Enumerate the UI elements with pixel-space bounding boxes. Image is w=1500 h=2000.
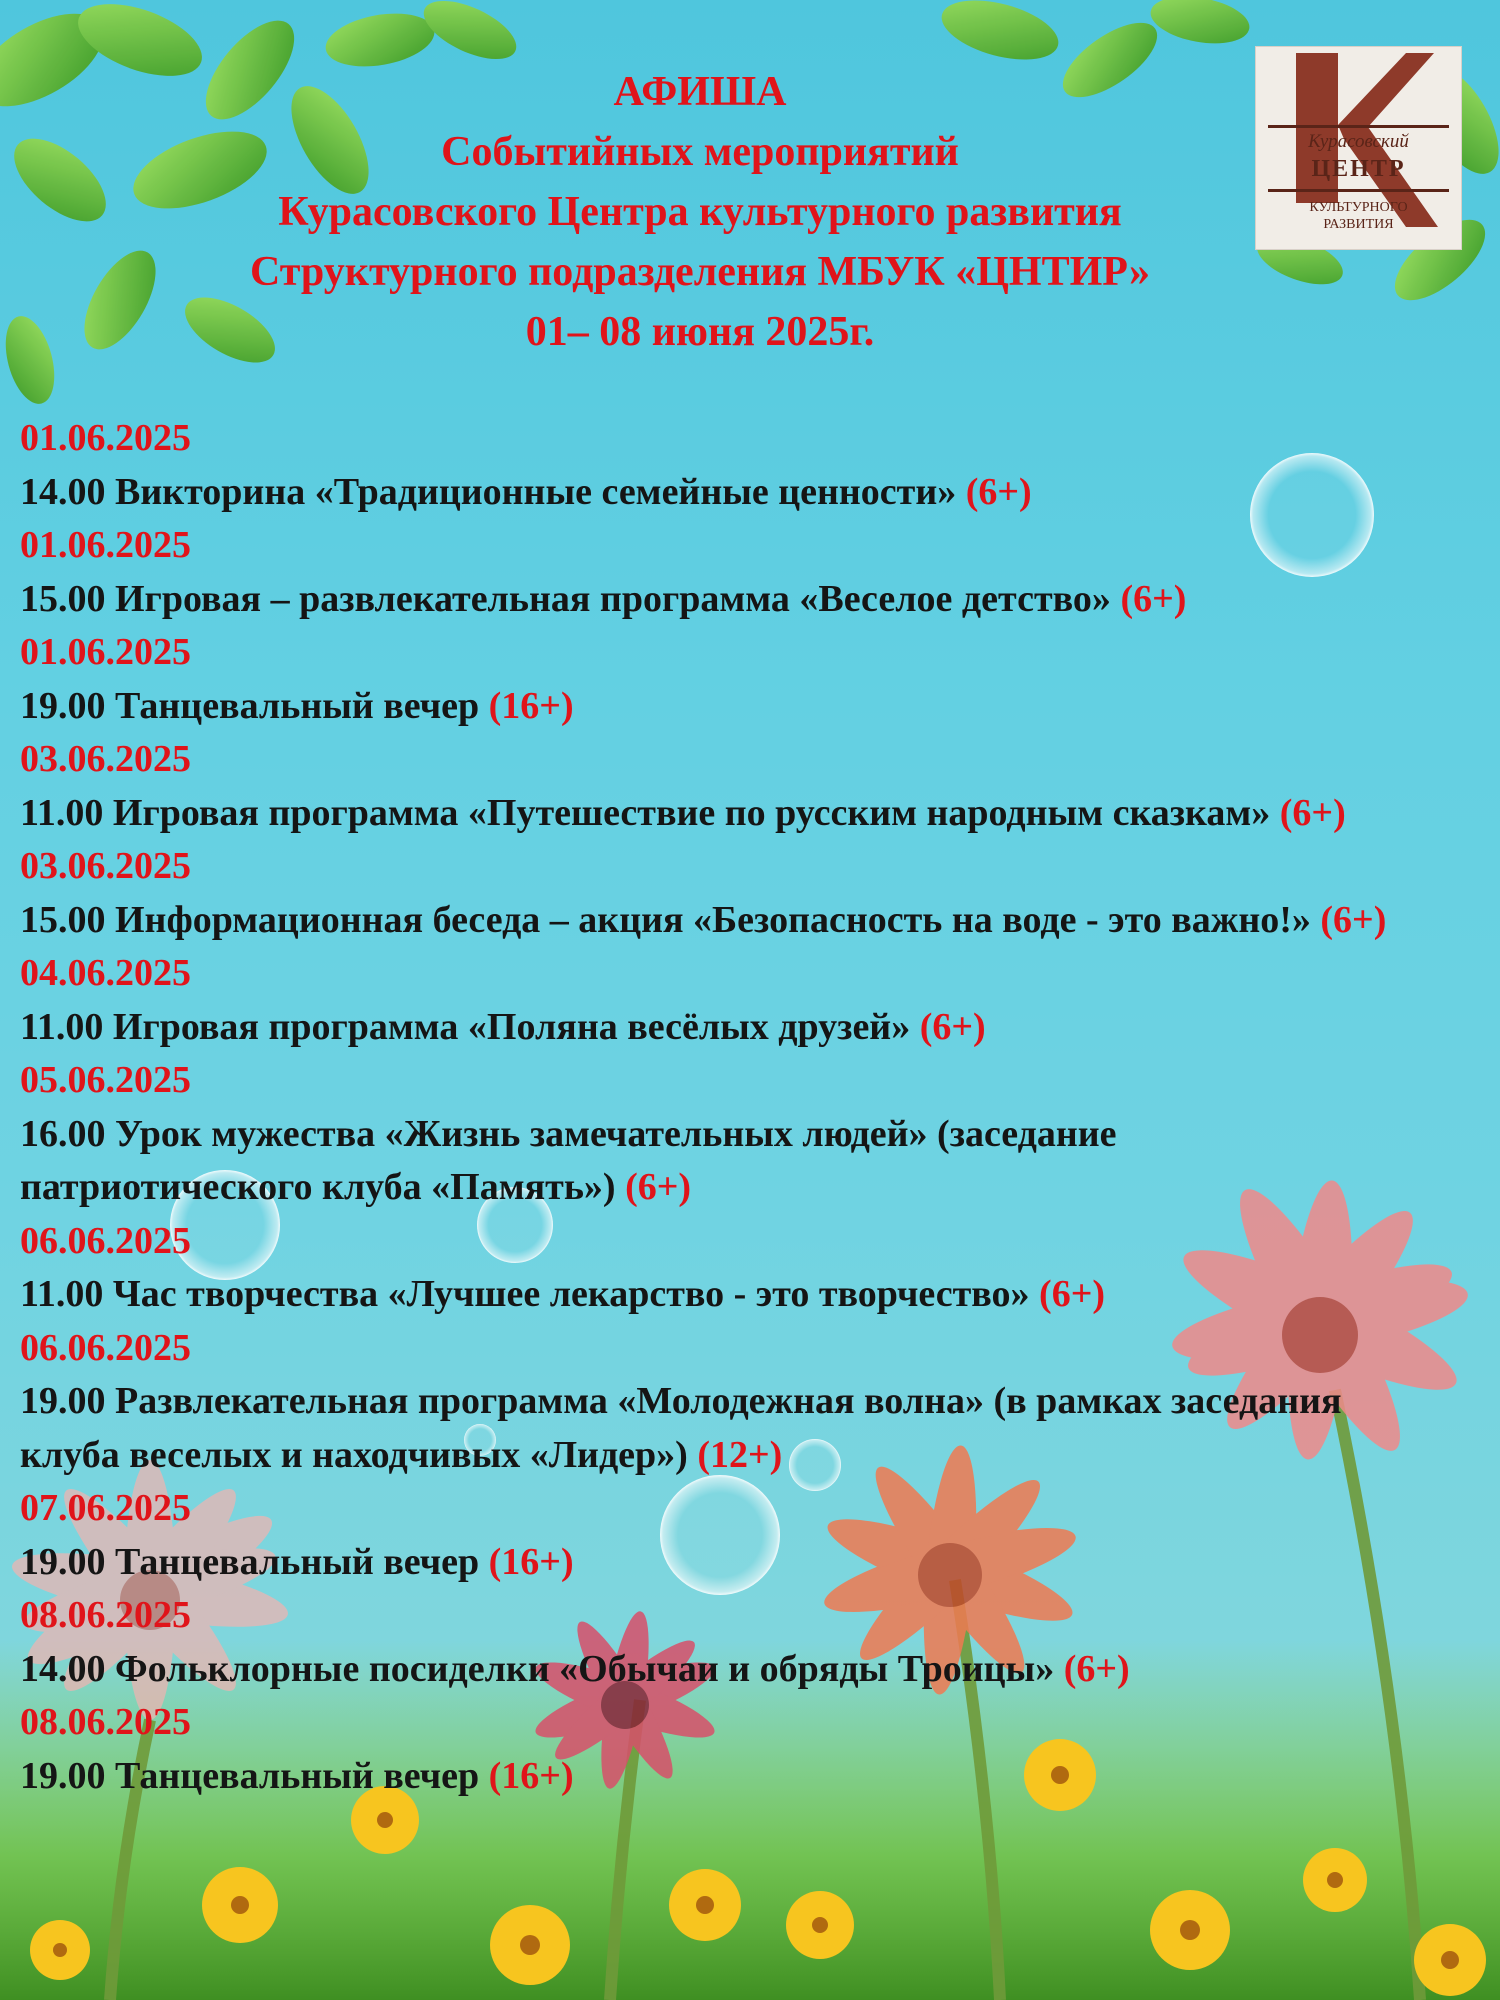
event-item [20, 733, 1400, 840]
logo-text-center: ЦЕНТР [1311, 156, 1406, 182]
event-item [20, 840, 1400, 947]
event-text: 15.00 Информационная беседа – акция «Безопасность на воде - это важно!» [20, 898, 1311, 941]
header-title: АФИША [613, 69, 787, 115]
event-text: 14.00 Фольклорные посиделки «Обычаи и обряды Троицы» [20, 1647, 1055, 1690]
center-logo [1255, 46, 1462, 250]
event-item [20, 412, 1400, 519]
event-text: 11.00 Игровая программа «Путешествие по русским народным сказкам» [20, 791, 1271, 834]
event-age-rating: (6+) [919, 1005, 986, 1048]
event-date: 08.06.2025 [20, 1701, 191, 1743]
event-description [20, 1375, 1400, 1482]
event-date: 07.06.2025 [20, 1487, 191, 1529]
event-age-rating: (6+) [965, 470, 1032, 513]
event-text: 19.00 Танцевальный вечер [20, 684, 480, 727]
logo-text-development: РАЗВИТИЯ [1323, 217, 1394, 232]
event-item [20, 1696, 1400, 1803]
header-organization: Курасовского Центра культурного развития [278, 189, 1122, 235]
event-text: 15.00 Игровая – развлекательная программа «Веселое детство» [20, 577, 1111, 620]
event-date: 04.06.2025 [20, 952, 191, 994]
event-description [20, 680, 1400, 734]
event-age-rating: (16+) [488, 684, 574, 727]
event-age-rating: (6+) [1320, 898, 1387, 941]
event-date: 06.06.2025 [20, 1219, 191, 1262]
event-description [20, 1643, 1400, 1697]
event-description [20, 1108, 1400, 1215]
event-age-rating: (6+) [1063, 1647, 1130, 1690]
logo-text-kurasovsky: Курасовский [1308, 131, 1409, 152]
event-date: 01.06.2025 [20, 417, 191, 459]
event-description [20, 1268, 1400, 1322]
event-text: 19.00 Танцевальный вечер [20, 1754, 480, 1797]
poster-header [0, 62, 1400, 362]
event-date: 05.06.2025 [20, 1059, 191, 1101]
event-description [20, 1536, 1400, 1590]
event-description [20, 787, 1400, 841]
event-text: 19.00 Танцевальный вечер [20, 1540, 480, 1583]
event-date: 06.06.2025 [20, 1326, 191, 1369]
event-text: 16.00 Урок мужества «Жизнь замечательных людей» (заседание патриотического клуба «Память») [20, 1112, 1117, 1208]
event-item [20, 1054, 1400, 1215]
event-date: 01.06.2025 [20, 524, 191, 566]
event-text: 11.00 Игровая программа «Поляна весёлых друзей» [20, 1005, 911, 1048]
header-department: Структурного подразделения МБУК «ЦНТИР» [250, 249, 1150, 295]
event-item [20, 519, 1400, 626]
event-item [20, 1215, 1400, 1322]
event-date: 08.06.2025 [20, 1594, 191, 1636]
event-text: 14.00 Викторина «Традиционные семейные ценности» [20, 470, 957, 513]
logo-text-cultural-development [1256, 199, 1461, 233]
event-date: 03.06.2025 [20, 738, 191, 780]
event-description [20, 1001, 1400, 1055]
event-description [20, 894, 1400, 948]
event-date: 03.06.2025 [20, 845, 191, 887]
event-age-rating: (12+) [697, 1433, 783, 1476]
events-list [20, 412, 1400, 1803]
event-description [20, 466, 1400, 520]
event-description [20, 573, 1400, 627]
event-item [20, 1322, 1400, 1483]
event-date: 01.06.2025 [20, 631, 191, 673]
header-date-range: 01– 08 июня 2025г. [525, 309, 875, 355]
event-age-rating: (6+) [1039, 1273, 1106, 1315]
event-age-rating: (6+) [1120, 577, 1187, 620]
event-age-rating: (16+) [488, 1754, 574, 1797]
event-age-rating: (6+) [1279, 791, 1346, 834]
event-item [20, 1482, 1400, 1589]
event-item [20, 947, 1400, 1054]
event-text: 19.00 Развлекательная программа «Молодежная волна» (в рамках заседания клуба веселых и находчивых «Лидер») [20, 1380, 1342, 1476]
event-item [20, 1589, 1400, 1696]
event-text: 11.00 Час творчества «Лучшее лекарство - это творчество» [20, 1273, 1030, 1315]
logo-text-cultural: КУЛЬТУРНОГО [1309, 200, 1408, 215]
event-item [20, 626, 1400, 733]
event-description [20, 1750, 1400, 1804]
event-age-rating: (16+) [488, 1540, 574, 1583]
header-subtitle: Событийных мероприятий [441, 129, 959, 175]
event-age-rating: (6+) [625, 1166, 692, 1208]
